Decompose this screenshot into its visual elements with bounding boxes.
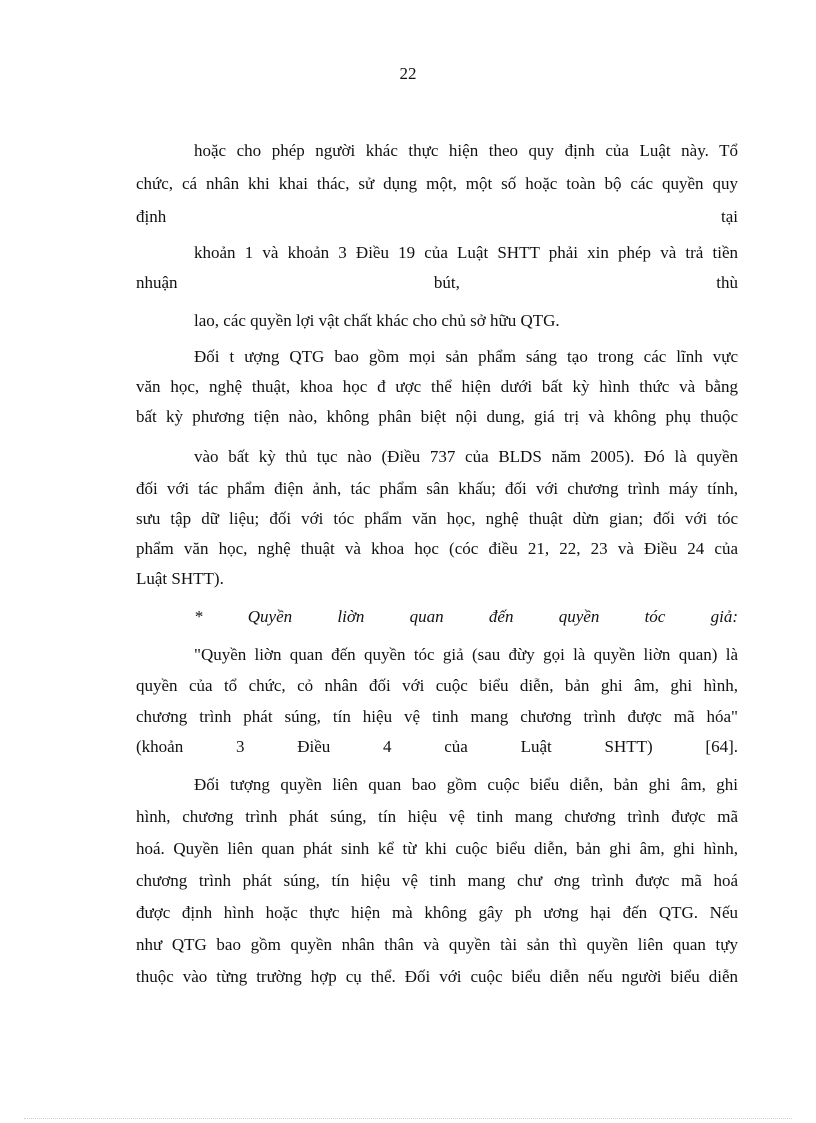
text-line: Luật SHTT). (136, 569, 224, 588)
text-line: đối với tác phẩm điện ảnh, tác phẩm sân khấu; đối với chương trình máy tính, (136, 479, 738, 498)
text-line: hình, chương trình phát súng, tín hiệu vệ tinh mang chương trình được mã (136, 807, 738, 826)
text-line: nhuận bút, thù (136, 273, 738, 292)
text-line: chương trình phát súng, tín hiệu vệ tinh mang chư ơng trình được mã hoá (136, 871, 738, 890)
text-line: "Quyền liờn quan đến quyền tóc giả (sau đừy gọi là quyền liờn quan) là (194, 645, 738, 664)
text-line: định tại (136, 207, 738, 226)
text-line: hoá. Quyền liên quan phát sinh kể từ khi cuộc biểu diễn, bản ghi âm, ghi hình, (136, 839, 738, 858)
text-line: chương trình phát súng, tín hiệu vệ tinh mang chương trình được mã hóa" (136, 707, 738, 726)
text-line: Đối t ượng QTG bao gồm mọi sản phẩm sáng tạo trong các lĩnh vực (194, 347, 738, 366)
text-line: lao, các quyền lợi vật chất khác cho chủ sở hữu QTG. (194, 311, 560, 330)
text-line: thuộc vào từng trường hợp cụ thể. Đối với cuộc biểu diễn nếu người biểu diễn (136, 967, 738, 986)
page-number: 22 (399, 64, 417, 83)
text-line: được định hình hoặc thực hiện mà không gây ph ương hại đến QTG. Nếu (136, 903, 738, 922)
page-bottom-divider (24, 1118, 792, 1119)
text-line: vào bất kỳ thủ tục nào (Điều 737 của BLDS năm 2005). Đó là quyền (194, 447, 738, 466)
text-line: văn học, nghệ thuật, khoa học đ ược thể hiện dưới bất kỳ hình thức và bằng (136, 377, 738, 396)
text-line: sưu tập dữ liệu; đối với tóc phẩm văn học, nghệ thuật dừn gian; đối với tóc (136, 509, 738, 528)
text-line: quyền của tổ chức, cỏ nhân đối với cuộc biểu diễn, bản ghi âm, ghi hình, (136, 676, 738, 695)
text-line: hoặc cho phép người khác thực hiện theo quy định của Luật này. Tổ (194, 141, 738, 160)
text-line: Đối tượng quyền liên quan bao gồm cuộc biểu diễn, bản ghi âm, ghi (194, 775, 738, 794)
text-line: bất kỳ phương tiện nào, không phân biệt nội dung, giá trị và không phụ thuộc (136, 407, 738, 426)
text-line: khoản 1 và khoản 3 Điều 19 của Luật SHTT phải xin phép và trả tiền (194, 243, 738, 262)
text-line: chức, cá nhân khi khai thác, sử dụng một, một số hoặc toàn bộ các quyền quy (136, 174, 738, 193)
text-line: phẩm văn học, nghệ thuật và khoa học (cóc điều 21, 22, 23 và Điều 24 của (136, 539, 738, 558)
text-line: như QTG bao gồm quyền nhân thân và quyền tài sản thì quyền liên quan tựy (136, 935, 738, 954)
text-line: (khoản 3 Điều 4 của Luật SHTT) [64]. (136, 737, 738, 756)
section-heading: * Quyền liờn quan đến quyền tóc giả: (194, 607, 738, 626)
